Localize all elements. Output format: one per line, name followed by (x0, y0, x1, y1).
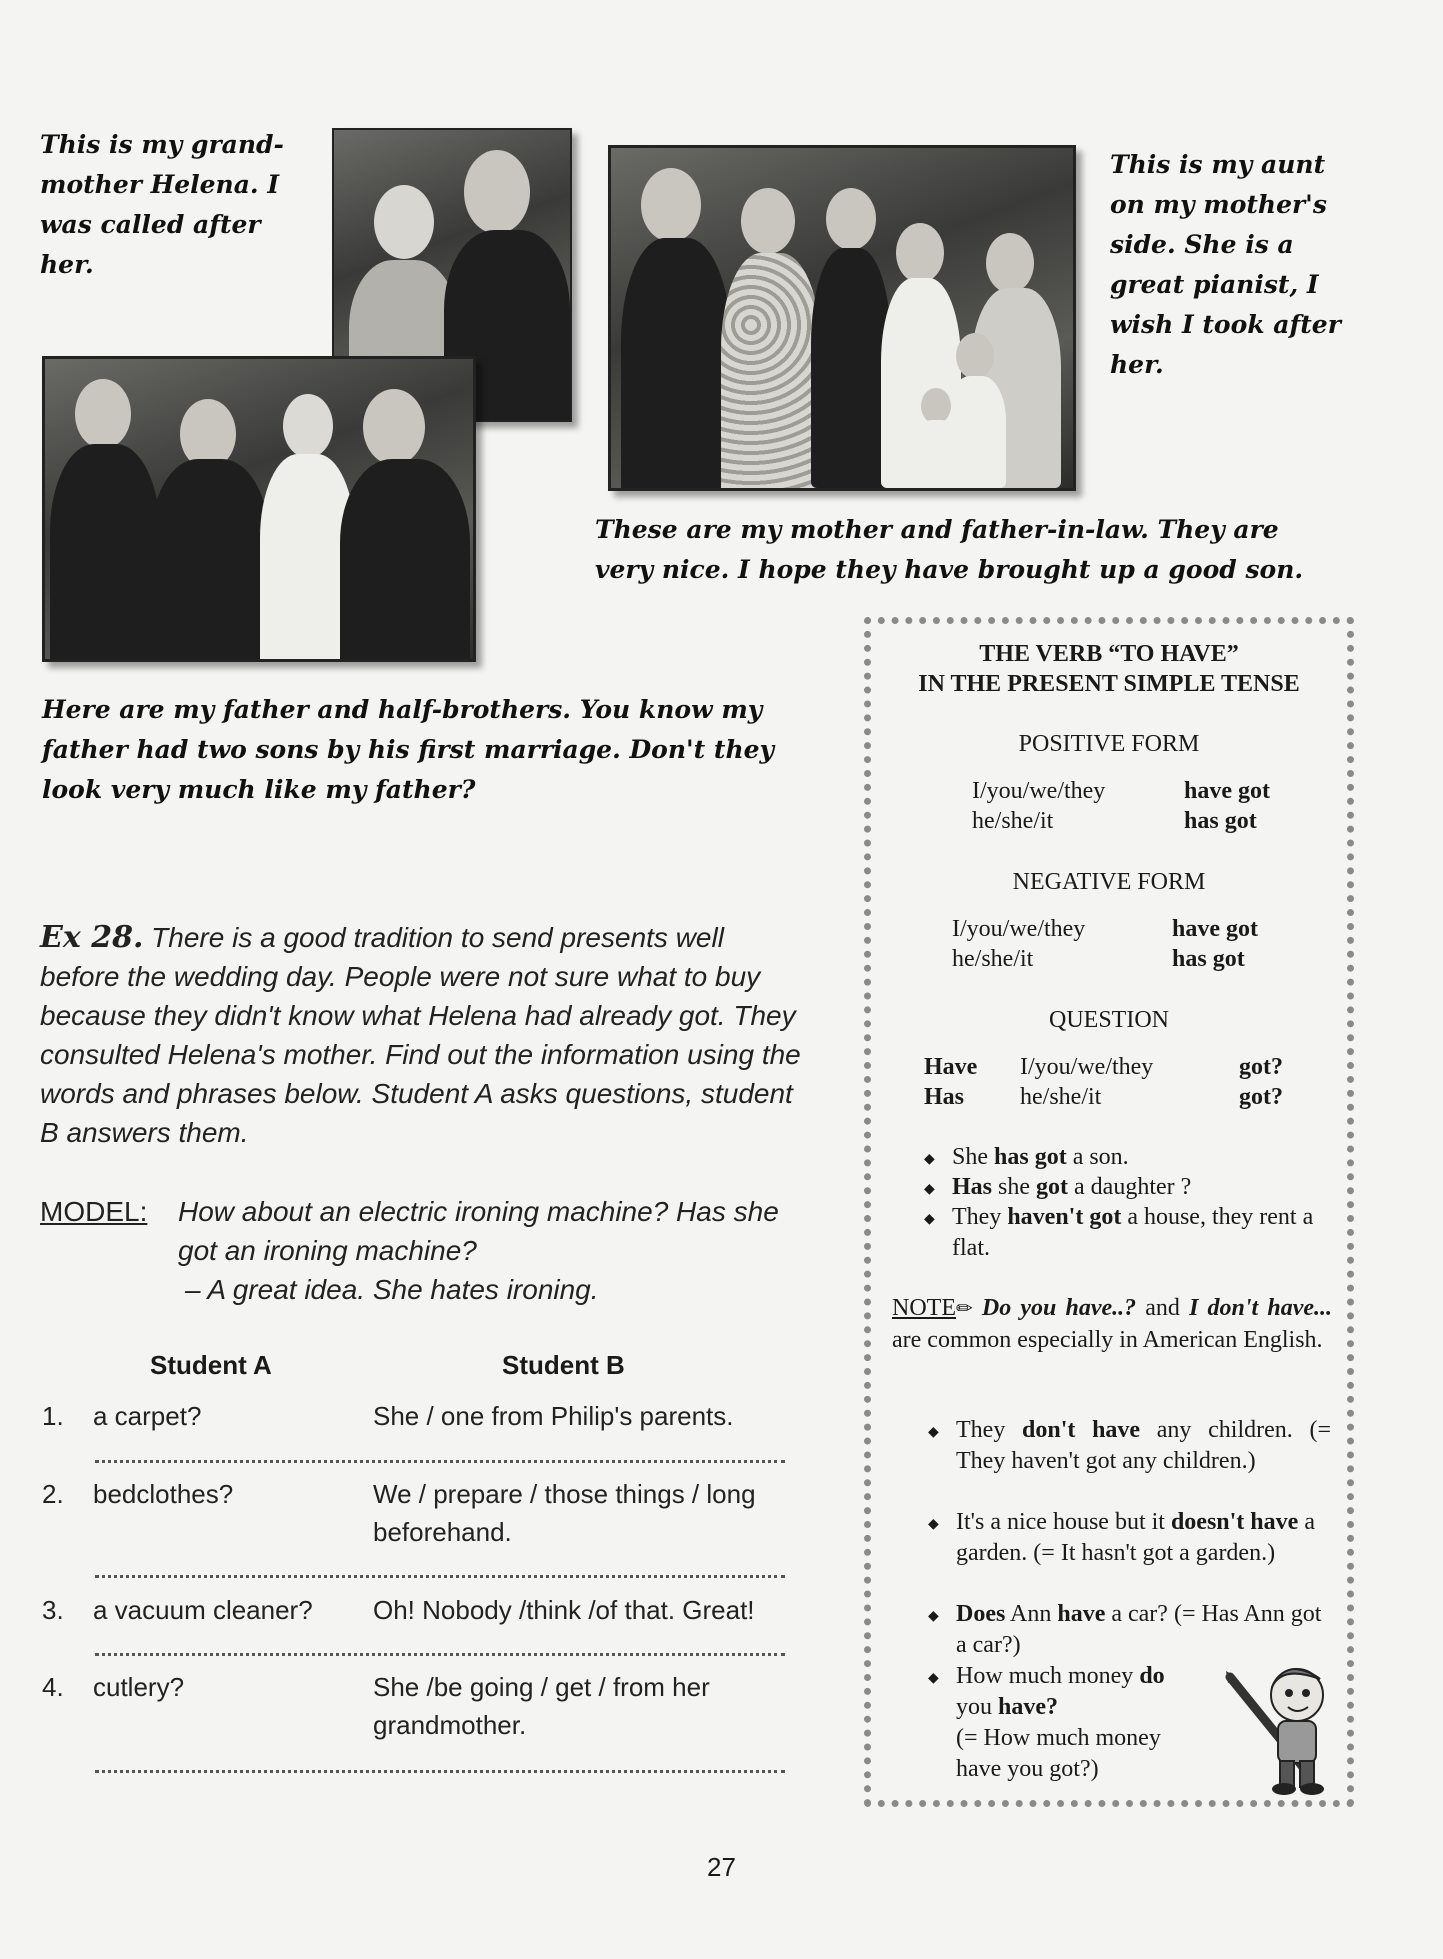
caption-aunt: This is my aunt on my mother's side. She is a great pianist, I wish I took after her. (1110, 150, 1341, 379)
row-number: 2. (42, 1479, 64, 1509)
row-number: 4. (42, 1672, 64, 1702)
n2-bold: doesn't have (1170, 1509, 1299, 1535)
grandmother-head (374, 185, 434, 259)
e3-bold: haven't got (1007, 1204, 1122, 1230)
n4-bold: do (1139, 1663, 1165, 1689)
n1-post: any children. (= They haven't got any children.) (956, 1417, 1331, 1474)
answer-line[interactable] (95, 1770, 785, 1773)
negative-verb-2: has got (1172, 946, 1245, 972)
note-example-1 (956, 1415, 1331, 1477)
n1-pre: They (956, 1417, 1023, 1443)
note-example-3 (956, 1599, 1331, 1661)
answer-line[interactable] (95, 1460, 785, 1463)
question-heading: QUESTION (1049, 1007, 1169, 1033)
row-student-b: She / one from Philip's parents. (373, 1401, 734, 1431)
pencil-icon: ✏ (955, 1298, 973, 1320)
photo-aunt-family (608, 145, 1076, 491)
example-1 (952, 1142, 1332, 1173)
row-student-a: bedclothes? (93, 1479, 234, 1509)
positive-verb-1: have got (1184, 778, 1270, 804)
column-student-b: Student B (502, 1350, 625, 1380)
row-student-b: Oh! Nobody /think /of that. Great! (373, 1595, 755, 1625)
negative-pronoun-1: I/you/we/they (952, 916, 1086, 942)
man-head (641, 168, 701, 242)
exercise-number: Ex 28. (40, 920, 144, 955)
example-3 (952, 1202, 1337, 1264)
row-student-a: a carpet? (93, 1401, 202, 1431)
exercise-text (40, 918, 810, 1152)
n4-post: (= How much money have you got?) (956, 1725, 1161, 1782)
n3-bold-2: have (1057, 1601, 1106, 1627)
model-question: How about an electric ironing machine? Has she got an ironing machine? (178, 1196, 779, 1266)
brother1-head (75, 379, 131, 449)
row-student-a: a vacuum cleaner? (93, 1595, 313, 1625)
e1-post: a son. (1066, 1144, 1129, 1170)
photo-father-half-brothers (42, 356, 476, 662)
small-girl-dress (914, 420, 959, 488)
n3-bold: Does (956, 1601, 1006, 1627)
aunt-head (986, 233, 1034, 293)
mother-dress (721, 253, 821, 491)
mother-head (741, 188, 795, 254)
n3-post: a car? (= Has Ann got a car?) (956, 1601, 1322, 1658)
bride-head-2 (283, 394, 333, 458)
exercise-instructions: There is a good tradition to send presents well before the wedding day. People were not sure what to buy because they didn't know what Helena had already got. They consulted Helena's mother. Find out the information using the words and phrases below. Student A asks questions, student B answers them. (40, 922, 801, 1148)
question-aux-1: Have (924, 1054, 978, 1080)
e2-bold-2: got (1036, 1174, 1069, 1200)
answer-line[interactable] (95, 1575, 785, 1578)
n4-mid: you (956, 1694, 998, 1720)
e2-mid: she (992, 1174, 1037, 1200)
father-head (363, 389, 425, 465)
question-got-2: got? (1239, 1084, 1283, 1110)
column-student-a: Student A (150, 1350, 272, 1380)
model-answer: – A great idea. She hates ironing. (185, 1274, 599, 1305)
man-body (621, 238, 731, 491)
negative-pronoun-2: he/she/it (952, 946, 1034, 972)
n1-bold: don't have (1022, 1417, 1141, 1443)
model-block (40, 1192, 810, 1309)
note (892, 1293, 1332, 1356)
row-number: 3. (42, 1595, 64, 1625)
n2-post: a garden. (= It hasn't got a garden.) (956, 1509, 1315, 1566)
brother1-body (50, 444, 160, 662)
note-example-2 (956, 1507, 1331, 1569)
e2-bold: Has (952, 1174, 993, 1200)
positive-verb-2: has got (1184, 808, 1257, 834)
grandfather-head (464, 150, 530, 234)
n4-bold-2: have? (998, 1694, 1058, 1720)
question-pronoun-2: he/she/it (1020, 1084, 1102, 1110)
note-post: are common especially in American English. (892, 1327, 1323, 1353)
row-number: 1. (42, 1401, 64, 1431)
page-number: 27 (707, 1852, 736, 1882)
groom-head (826, 188, 876, 250)
negative-heading: NEGATIVE FORM (1012, 869, 1206, 895)
n2-pre: It's a nice house but it (956, 1509, 1171, 1535)
grammar-box (864, 617, 1354, 1807)
row-student-b: We / prepare / those things / long beforehand. (373, 1479, 756, 1547)
note-italic-1: Do you have..? (981, 1295, 1137, 1321)
caption-grandmother: This is my grand-mother Helena. I was called after her. (40, 130, 284, 279)
e1-bold: has got (994, 1144, 1067, 1170)
caption-in-laws: These are my mother and father-in-law. They are very nice. I hope they have brought up a good son. (595, 515, 1304, 584)
groom-body (811, 248, 891, 488)
row-student-a: cutlery? (93, 1672, 185, 1702)
answer-line[interactable] (95, 1653, 785, 1656)
example-2 (952, 1172, 1332, 1203)
note-italic-2: I don't have... (1189, 1295, 1333, 1321)
boy-with-pencil-icon (1222, 1657, 1342, 1797)
positive-pronoun-2: he/she/it (972, 808, 1054, 834)
brother2-body (150, 459, 270, 662)
grammar-title-line1: THE VERB “TO HAVE” (979, 641, 1239, 667)
note-example-4 (956, 1661, 1206, 1785)
model-label: MODEL: (40, 1196, 148, 1227)
n4-pre: How much money (956, 1663, 1140, 1689)
question-aux-2: Has (924, 1084, 965, 1110)
row-student-b: She /be going / get / from her grandmother. (373, 1672, 710, 1740)
father-body (340, 459, 470, 662)
question-pronoun-1: I/you/we/they (1020, 1054, 1154, 1080)
bride-head (896, 223, 944, 283)
e1-pre: She (952, 1144, 994, 1170)
caption-father: Here are my father and half-brothers. You know my father had two sons by his first marriage. Don't they look very much like my father? (42, 695, 775, 804)
e3-post: a house, they rent a flat. (952, 1204, 1314, 1261)
note-mid: and (1136, 1295, 1190, 1321)
girl-head (956, 333, 994, 379)
e3-pre: They (952, 1204, 1008, 1230)
note-label: NOTE (892, 1295, 956, 1321)
negative-verb-1: have got (1172, 916, 1258, 942)
positive-heading: POSITIVE FORM (1018, 731, 1200, 757)
question-got-1: got? (1239, 1054, 1283, 1080)
n3-mid: Ann (1005, 1601, 1058, 1627)
positive-pronoun-1: I/you/we/they (972, 778, 1106, 804)
small-girl-head (921, 388, 951, 424)
e2-post: a daughter ? (1068, 1174, 1192, 1200)
grammar-title-line2: IN THE PRESENT SIMPLE TENSE (918, 671, 1300, 697)
